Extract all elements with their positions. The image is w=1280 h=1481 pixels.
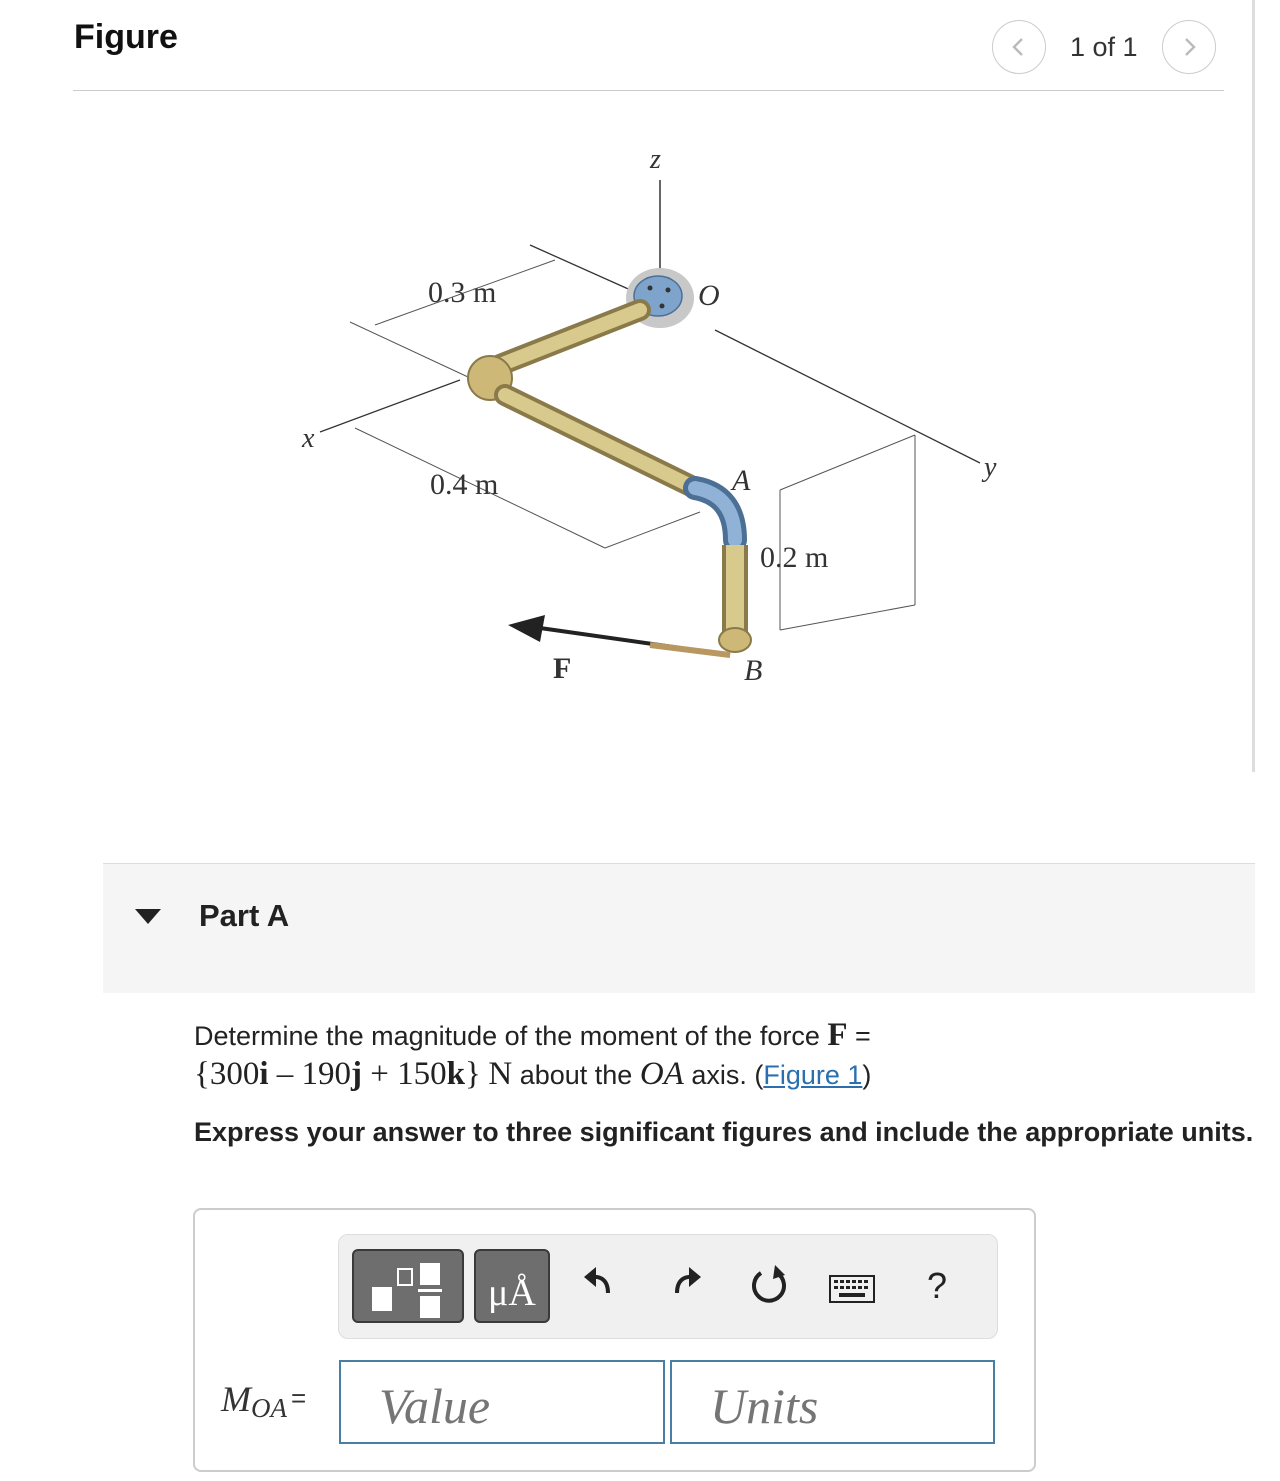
dim-ext-03a	[530, 245, 635, 292]
reset-icon[interactable]	[747, 1263, 791, 1307]
pipe-figure	[280, 130, 1040, 710]
label-O: O	[698, 279, 720, 312]
units-button[interactable]	[474, 1249, 550, 1323]
units-input[interactable]	[670, 1360, 995, 1444]
x-axis	[320, 380, 460, 432]
next-figure-button[interactable]	[1162, 20, 1216, 74]
figure-1-link[interactable]: Figure 1	[763, 1060, 863, 1090]
math-toolbar	[338, 1234, 998, 1339]
scrollbar[interactable]	[1252, 0, 1255, 772]
label-y: y	[984, 452, 997, 483]
question-text: Determine the magnitude of the moment of the force F = {300i – 190j + 150k} N about the OA axis. (Figure 1)	[194, 1017, 872, 1092]
fraction-template-icon	[354, 1251, 466, 1325]
dim-label-02: 0.2 m	[760, 541, 829, 574]
dim-ext-04	[605, 512, 700, 548]
instruction-text: Express your answer to three significant figures and include the appropriate units.	[194, 1117, 1254, 1147]
label-F: F	[553, 652, 572, 685]
header-divider	[73, 90, 1224, 91]
pager-count: 1 of 1	[1070, 31, 1138, 62]
dim-label-03: 0.3 m	[428, 276, 497, 309]
label-x: x	[302, 423, 315, 454]
redo-icon[interactable]	[669, 1263, 703, 1307]
cap-B	[719, 628, 751, 652]
label-B: B	[744, 654, 763, 687]
dim-ext-02c	[780, 605, 915, 630]
dim-ext-02a	[780, 435, 915, 490]
figure-heading: Figure	[74, 18, 178, 56]
answer-label: $M_{OA}$ =	[221, 1379, 307, 1423]
prev-figure-button[interactable]	[992, 20, 1046, 74]
y-axis	[715, 330, 980, 463]
figure-pager	[992, 20, 1216, 74]
keyboard-icon[interactable]	[829, 1275, 875, 1305]
dim-ext-03b	[350, 322, 468, 377]
part-title: Part A	[199, 898, 290, 933]
label-A: A	[732, 464, 751, 497]
dim-label-04: 0.4 m	[430, 468, 499, 501]
help-button[interactable]: ?	[927, 1265, 948, 1306]
templates-button[interactable]	[352, 1249, 464, 1323]
value-input[interactable]	[339, 1360, 665, 1444]
chevron-right-icon	[1178, 36, 1200, 58]
chevron-left-icon	[1008, 36, 1030, 58]
collapse-caret-icon[interactable]	[135, 909, 161, 925]
units-button-label: μÅ	[488, 1272, 536, 1314]
undo-icon[interactable]	[582, 1263, 616, 1307]
label-z: z	[650, 144, 661, 175]
